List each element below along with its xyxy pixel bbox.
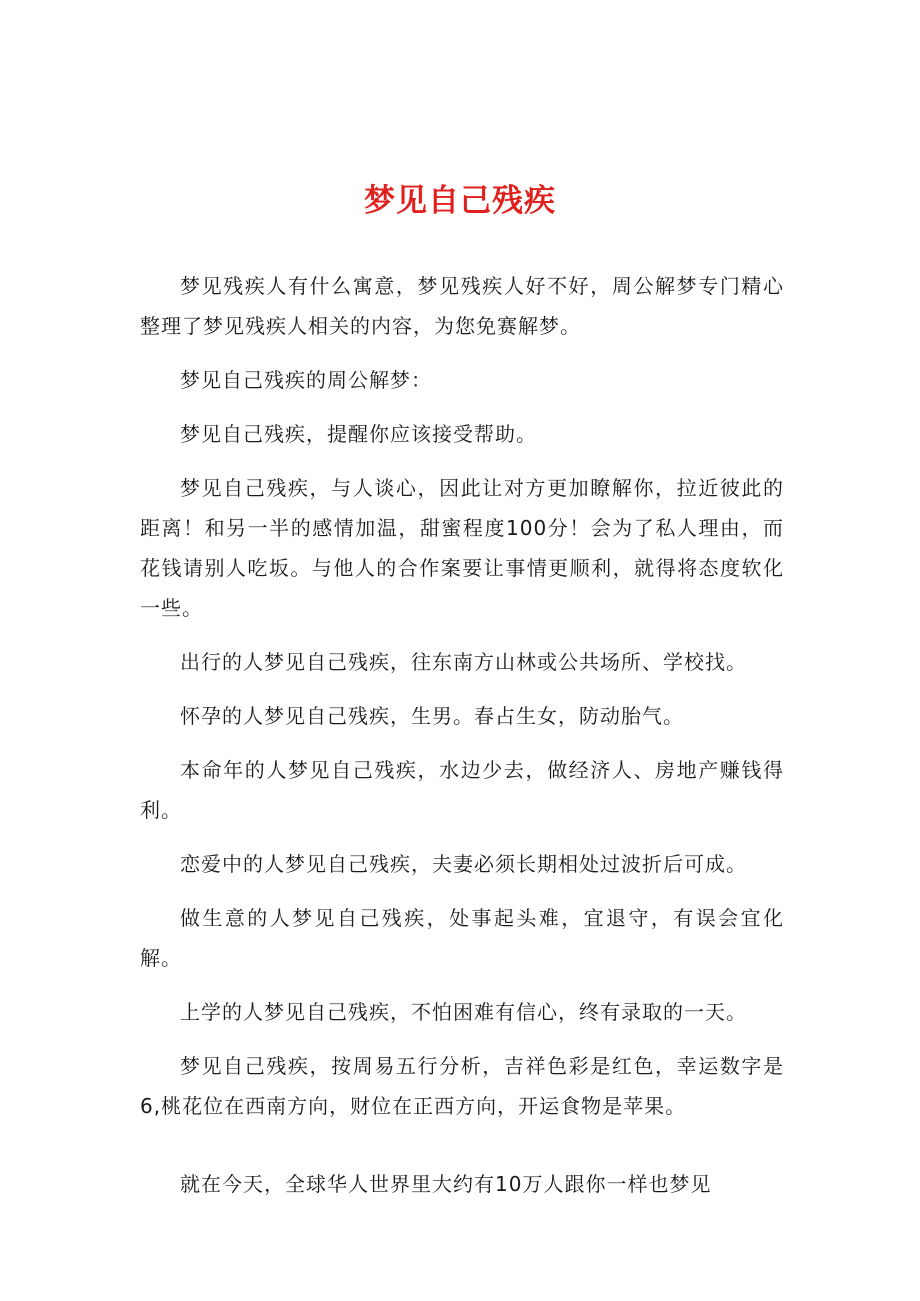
paragraph-section-heading: 梦见自己残疾的周公解梦： [180,368,432,392]
article-body [140,266,784,1204]
paragraph-closing: 就在今天，全球华人世界里大约有10万人跟你一样也梦见 [180,1172,712,1196]
paragraph: 梦见自己残疾，与人谈心，因此让对方更加瞭解你，拉近彼此的距离！和另一半的感情加温，甜蜜程度100分！会为了私人理由，而花钱请别人吃坂。与他人的合作案要让事情更顺利，就得将态度软化一些。 [140,476,784,620]
paragraph: 梦见自己残疾，按周易五行分析，吉祥色彩是红色，幸运数字是6,桃花位在西南方向，财位在正西方向，开运食物是苹果。 [140,1054,784,1118]
paragraph: 怀孕的人梦见自己残疾，生男。春占生女，防动胎气。 [180,704,684,728]
paragraph: 做生意的人梦见自己残疾，处事起头难，宜退守，有误会宜化解。 [140,906,784,970]
paragraph: 恋爱中的人梦见自己残疾，夫妻必须长期相处过波折后可成。 [180,852,747,876]
page-title: 梦见自己残疾 [364,182,556,219]
paragraph: 上学的人梦见自己残疾，不怕困难有信心，终有录取的一天。 [180,1000,747,1024]
paragraph: 出行的人梦见自己残疾，往东南方山林或公共场所、学校找。 [180,650,747,674]
paragraph-intro: 梦见残疾人有什么寓意，梦见残疾人好不好，周公解梦专门精心整理了梦见残疾人相关的内容，为您免赛解梦。 [140,274,784,338]
paragraph: 梦见自己残疾，提醒你应该接受帮助。 [180,422,537,446]
paragraph: 本命年的人梦见自己残疾，水边少去，做经济人、房地产赚钱得利。 [140,758,784,822]
